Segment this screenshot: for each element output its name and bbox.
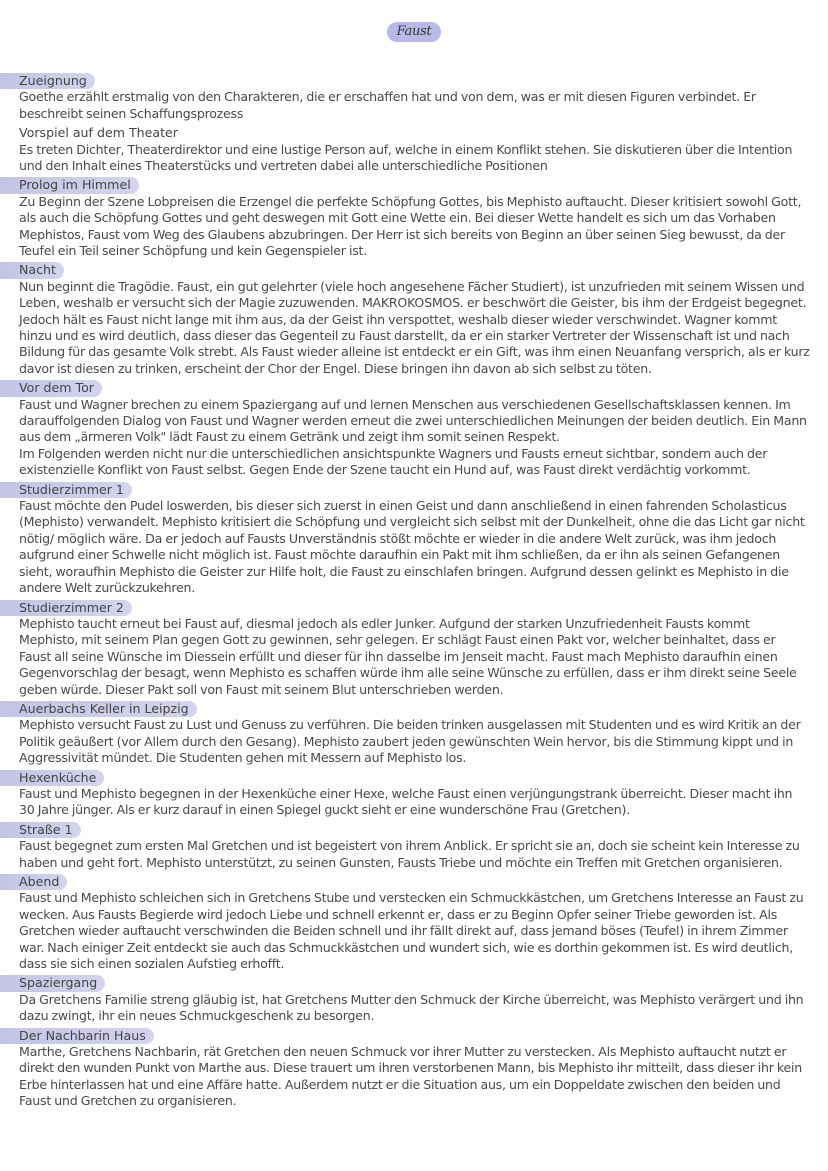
section-vor-dem-tor xyxy=(0,377,828,478)
section-auerbachs-keller xyxy=(0,698,828,767)
document-title: Faust xyxy=(387,22,442,42)
section-prolog xyxy=(0,174,828,259)
section-heading: Abend xyxy=(0,874,67,890)
section-heading: Nacht xyxy=(0,262,64,278)
section-body: Marthe, Gretchens Nachbarin, rät Gretchen den neuen Schmuck vor ihrer Mutter zu verstecken. Als Mephisto auftaucht nutzt er direkt den wunden Punkt von Marthe aus. Diese trauert um ihren verstorbenen Mann, bis Mephisto ihr mitteilt, dass dieser ihr kein Erbe hinterlassen hat und eine Affäre hatte. Außerdem nutzt er die Situation aus, um ein Doppeldate zwischen den beiden und Faust und Gretchen zu organisieren. xyxy=(19,1043,802,1109)
section-heading: Spaziergang xyxy=(0,975,105,991)
section-heading: Studierzimmer 1 xyxy=(0,482,132,498)
section-body: Faust möchte den Pudel loswerden, bis dieser sich zuerst in einen Geist und dann anschließend in einen fahrenden Scholasticus (Mephisto) verwandelt. Mephisto kritisiert die Schöpfung und vergleicht sich selbst mit der Dunkelheit, ohne die das Licht gar nicht nötig/ möglich wäre. Da er jedoch auf Fausts Unverständnis stößt möchte er wieder in die andere Welt zurück, was ihm jedoch aufgrund einer Schwelle nicht möglich ist. Faust möchte daraufhin ein Pakt mit ihm schließen, da er ihn als seinen Gefangenen sieht, woraufhin Mephisto die Geister zur Hilfe holt, die Faust zu einschlafen bringen. Aufgrund dessen gelinkt es Mephisto in die andere Welt zurückzukehren. xyxy=(19,498,805,596)
title-wrapper xyxy=(0,20,828,42)
section-nachbarin-haus xyxy=(0,1025,828,1110)
section-heading: Auerbachs Keller in Leipzig xyxy=(0,701,197,717)
section-heading: Studierzimmer 2 xyxy=(0,600,132,616)
section-heading: Hexenküche xyxy=(0,770,104,786)
section-heading: Prolog im Himmel xyxy=(0,177,139,193)
section-abend xyxy=(0,871,828,972)
section-body: Zu Beginn der Szene Lobpreisen die Erzengel die perfekte Schöpfung Gottes, bis Mephisto auftaucht. Dieser kritisiert sowohl Gott, als auch die Schöpfung Gottes und geht deswegen mit Gott eine Wette ein. Bei dieser Wette handelt es sich um das Vorhaben Mephistos, Faust vom Weg des Glaubens abzubringen. Der Herr ist sich bereits von Beginn an über seinen Sieg bewusst, da der Teufel ein Teil seiner Schöpfung und kein Gegenspieler ist. xyxy=(19,193,802,259)
section-heading: Zueignung xyxy=(0,73,95,89)
section-heading: Der Nachbarin Haus xyxy=(0,1028,154,1044)
section-body-continued: Im Folgenden werden nicht nur die unterschiedlichen ansichtspunkte Wagners und Fausts erneut sichtbar, sondern auch der existenzielle Konflikt von Faust selbst. Gegen Ende der Szene taucht ein Hund auf, was Faust direkt verdächtig vorkommt. xyxy=(19,445,768,478)
section-body: Faust und Mephisto begegnen in der Hexenküche einer Hexe, welche Faust einen verjüngungstrank überreicht. Dieser macht ihn 30 Jahre jünger. Als er kurz darauf in einen Spiegel guckt sieht er eine wunderschöne Frau (Gretchen). xyxy=(19,785,793,818)
section-body: Faust und Mephisto schleichen sich in Gretchens Stube und verstecken ein Schmuckkästchen, um Gretchens Interesse an Faust zu wecken. Aus Fausts Begierde wird jedoch Liebe und schnell erkennt er, dass er zu Beginn Opfer seiner Triebe geworden ist. Als Gretchen wieder auftaucht verschwinden die Beiden schnell und ihr fällt direkt auf, dass jemand böses (Teufel) in ihrem Zimmer war. Nach einiger Zeit entdeckt sie auch das Schmuckkästchen und wundert sich, wie es dorthin gekommen ist. Es wird deutlich, dass sie sich einen sozialen Aufstieg erhofft. xyxy=(19,890,804,971)
section-body: Mephisto taucht erneut bei Faust auf, diesmal jedoch als edler Junker. Aufgund der starken Unzufriedenheit Fausts kommt Mephisto, mit seinem Plan gegen Gott zu gewinnen, sehr gelegen. Er schlägt Faust einen Pakt vor, welcher beinhaltet, dass er Faust all seine Wünsche im Diessein erfüllt und dieser für ihn dasselbe im Jenseit macht. Faust mach Mephisto daraufhin einen Gegenvorschlag der besagt, wenn Mephisto es schaffen würde ihm alle seine Wünsche zu erfüllen, dass er ihm direkt seine Seele geben würde. Dieser Pakt soll von Faust mit seinem Blut unterschrieben werden. xyxy=(19,615,797,697)
document-content xyxy=(0,70,828,1110)
section-heading: Vor dem Tor xyxy=(0,380,102,396)
section-vorspiel xyxy=(0,122,828,174)
section-body: Faust und Wagner brechen zu einem Spaziergang auf und lernen Menschen aus verschiedenen Gesellschaftsklassen kennen. Im darauffolgenden Dialog von Faust und Wagner werden erneut die zwei unterschiedlichen Meinungen der beiden deutlich. Ein Mann aus dem „ärmeren Volk" lädt Faust zu einem Getränk und zeigt ihm somit seinen Respekt. xyxy=(19,396,807,445)
section-strasse-1 xyxy=(0,819,828,871)
section-body: Mephisto versucht Faust zu Lust und Genuss zu verführen. Die beiden trinken ausgelassen mit Studenten und es wird Kritik an der Politik geäußert (vor Allem durch den Gesang). Mephisto zaubert jeden gewünschten Wein hervor, bis die Stimmung kippt und in Aggressivität mündet. Die Studenten gehen mit Messern auf Mephisto los. xyxy=(19,717,801,766)
section-studierzimmer-2 xyxy=(0,597,828,698)
section-heading: Vorspiel auf dem Theater xyxy=(19,125,178,141)
section-body: Da Gretchens Familie streng gläubig ist, hat Gretchens Mutter den Schmuck der Kirche überreicht, was Mephisto verärgert und ihn dazu zwingt, ihr ein neues Schmuckgeschenk zu besorgen. xyxy=(19,991,804,1024)
section-body: Faust begegnet zum ersten Mal Gretchen und ist begeistert von ihrem Anblick. Er spricht sie an, doch sie scheint kein Interesse zu haben und geht fort. Mephisto unterstützt, zu seinen Gunsten, Fausts Triebe und möchte ein Treffen mit Gretchen organisieren. xyxy=(19,838,800,870)
section-nacht xyxy=(0,259,828,377)
section-spaziergang xyxy=(0,972,828,1024)
section-body: Es treten Dichter, Theaterdirektor und eine lustige Person auf, welche in einem Konflikt stehen. Sie diskutieren über die Intention und den Inhalt eines Theaterstücks und vertreten dabei alle unterschiedliche Positionen xyxy=(19,141,793,173)
section-studierzimmer-1 xyxy=(0,479,828,597)
section-heading: Straße 1 xyxy=(0,822,81,838)
section-body: Nun beginnt die Tragödie. Faust, ein gut gelehrter (viele hoch angesehene Fächer Studiert), ist unzufrieden mit seinem Wissen und Leben, weshalb er versucht sich der Magie zuzuwenden. MAKROKOSMOS. er beschwört die Geister, bis ihm der Erdgeist begegnet. Jedoch hält es Faust nicht lange mit ihm aus, da der Geist ihn verspottet, weshalb dieser wieder verschwindet. Wagner kommt hinzu und es wird deutlich, dass dieser das Gegenteil zu Faust darstellt, da er ein starker Vertreter der Wissenschaft ist und nach Bildung für das gesamte Volk strebt. Als Faust wieder alleine ist entdeckt er ein Gift, was ihm einen Neuanfang versprich, als er kurz davor ist diesen zu trinken, erscheint der Chor der Engel. Diese bringen ihn davon ab sich selbst zu töten. xyxy=(19,278,810,376)
section-hexenkueche xyxy=(0,767,828,819)
section-body: Goethe erzählt erstmalig von den Charakteren, die er erschaffen hat und von dem, was er mit diesen Figuren verbindet. Er beschreibt seinen Schaffungsprozess xyxy=(19,89,756,121)
section-zueignung xyxy=(0,70,828,122)
